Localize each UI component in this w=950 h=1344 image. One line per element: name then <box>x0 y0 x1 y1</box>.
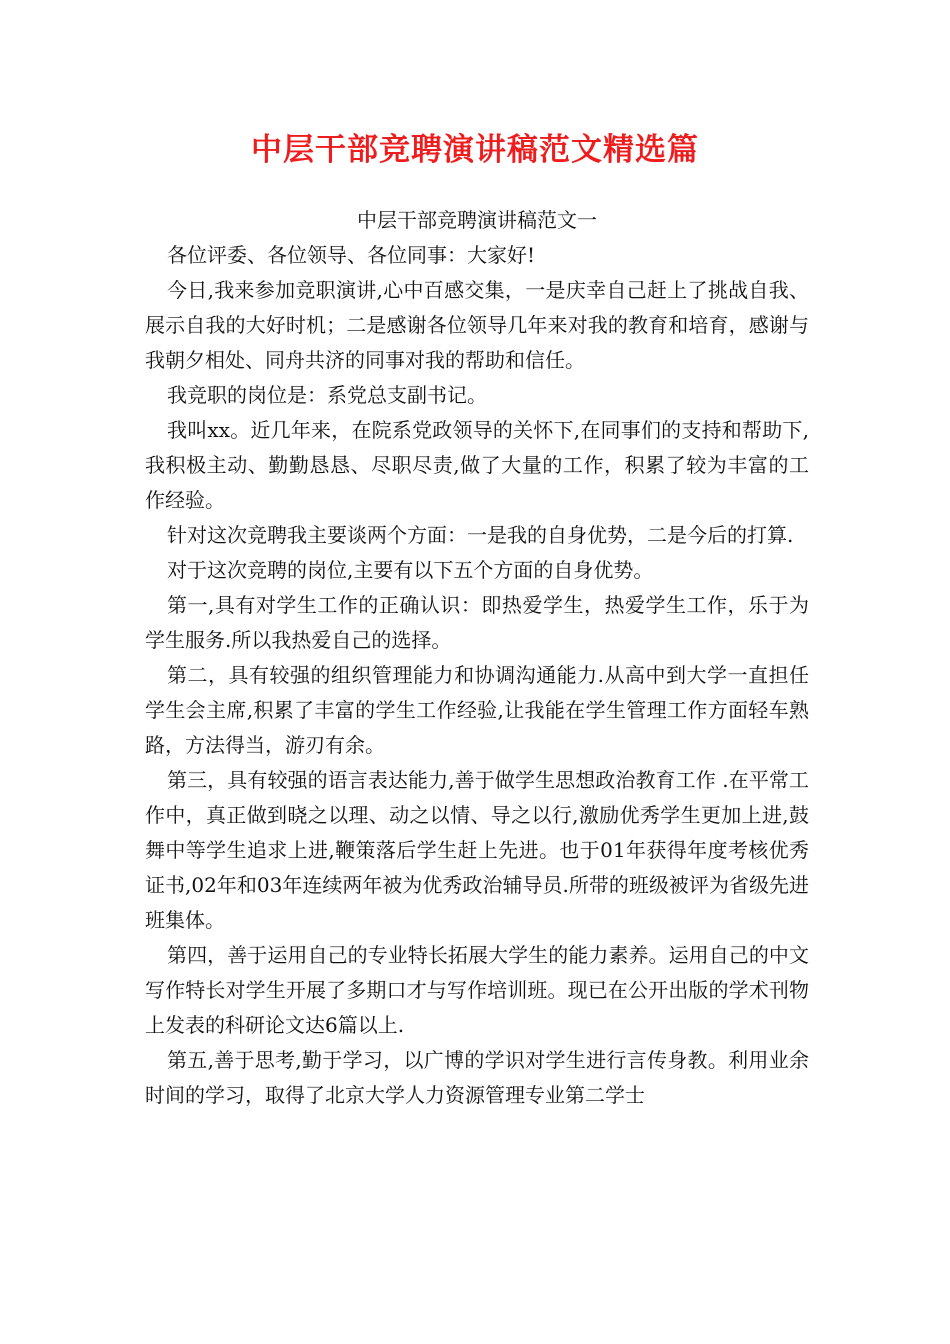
paragraph-advantage-2: 第二，具有较强的组织管理能力和协调沟通能力.从高中到大学一直担任学生会主席,积累了丰富的学生工作经验,让我能在学生管理工作方面轻车熟路，方法得当，游刃有余。 <box>145 663 809 757</box>
paragraph-advantage-5: 第五,善于思考,勤于学习，以广博的学识对学生进行言传身教。利用业余时间的学习，取得了北京大学人力资源管理专业第二学士 <box>145 1048 809 1107</box>
paragraph-greeting: 各位评委、各位领导、各位同事：大家好! <box>167 243 536 267</box>
paragraph-advantage-4: 第四，善于运用自己的专业特长拓展大学生的能力素养。运用自己的中文写作特长对学生开展了多期口才与写作培训班。现已在公开出版的学术刊物上发表的科研论文达6篇以上. <box>145 943 809 1037</box>
document-body <box>145 203 809 1113</box>
paragraph-opening: 今日,我来参加竞职演讲,心中百感交集，一是庆幸自己赶上了挑战自我、展示自我的大好时机；二是感谢各位领导几年来对我的教育和培育，感谢与我朝夕相处、同舟共济的同事对我的帮助和信任。 <box>145 278 809 372</box>
paragraph-outline: 针对这次竞聘我主要谈两个方面：一是我的自身优势，二是今后的打算. <box>167 523 794 547</box>
paragraph-advantage-1: 第一,具有对学生工作的正确认识：即热爱学生，热爱学生工作，乐于为学生服务.所以我热爱自己的选择。 <box>145 593 809 652</box>
document-title: 中层干部竞聘演讲稿范文精选篇 <box>251 132 699 168</box>
document-subtitle: 中层干部竞聘演讲稿范文一 <box>357 208 597 232</box>
paragraph-introduction: 我叫xx。近几年来，在院系党政领导的关怀下,在同事们的支持和帮助下,我积极主动、勤勤恳恳、尽职尽责,做了大量的工作，积累了较为丰富的工作经验。 <box>145 418 809 512</box>
paragraph-advantage-3: 第三，具有较强的语言表达能力,善于做学生思想政治教育工作 .在平常工作中，真正做到晓之以理、动之以情、导之以行,激励优秀学生更加上进,鼓舞中等学生追求上进,鞭策落后学生赶上先进。也于01年获得年度考核优秀证书,02年和03年连续两年被为优秀政治辅导员.所带的班级被评为省级先进班集体。 <box>145 768 809 932</box>
paragraph-position: 我竞职的岗位是：系党总支副书记。 <box>167 383 487 407</box>
paragraph-advantages-intro: 对于这次竞聘的岗位,主要有以下五个方面的自身优势。 <box>167 558 654 582</box>
